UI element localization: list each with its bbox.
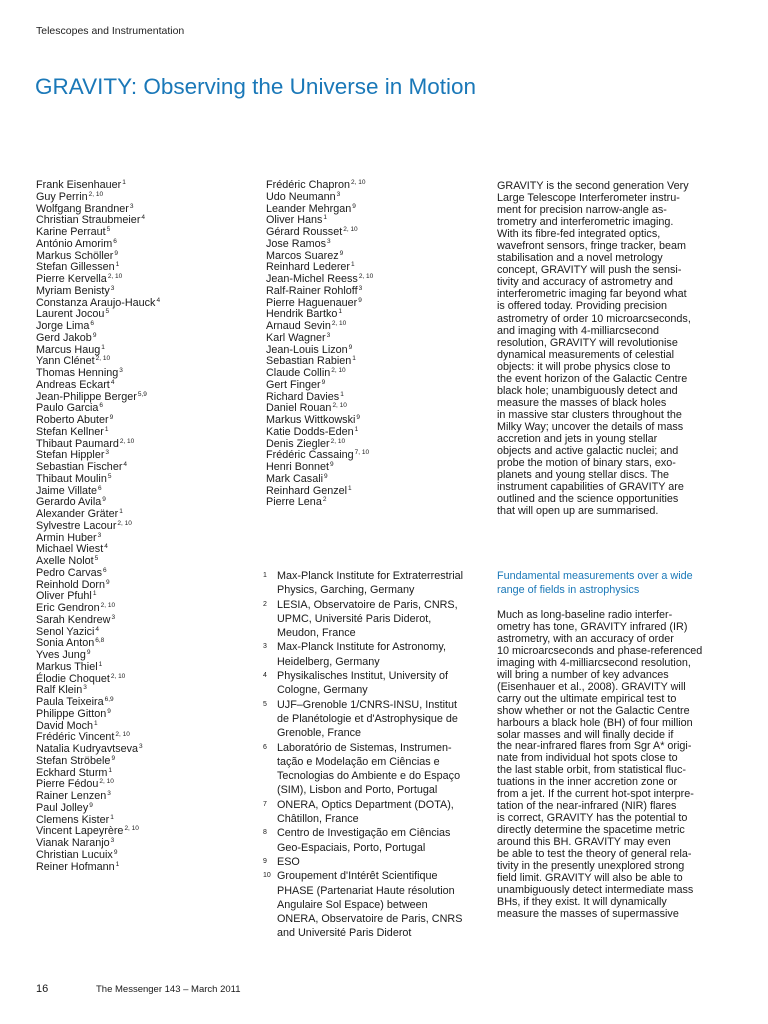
author-name: Mark Casali <box>266 472 323 485</box>
author-name: Ralf Klein <box>36 684 83 697</box>
abstract-line: With its fibre-fed integrated optics, <box>497 228 661 241</box>
affiliation-line: Geo-Espaciais, Porto, Portugal <box>277 841 426 854</box>
body-line: will bring a number of key advances <box>497 668 669 681</box>
body-line: unambiguously detect intermediate mass <box>497 883 694 896</box>
author-name: Stefan Gillessen <box>36 261 115 274</box>
body-line: field limit. GRAVITY will also be able to <box>497 871 683 884</box>
author-entry <box>266 497 476 509</box>
affiliation-marker: 3 <box>105 449 110 457</box>
affiliation-marker: 5 <box>107 472 112 480</box>
affiliation-line: UPMC, Université Paris Diderot, <box>277 612 432 625</box>
affiliation-marker: 3 <box>119 367 123 374</box>
author-name: Frédéric Vincent <box>36 731 115 744</box>
abstract-line: stabilisation and a novel metrology <box>497 252 663 265</box>
affiliation-line: LESIA, Observatoire de Paris, CNRS, <box>277 598 458 611</box>
body-line: Much as long-baseline radio interfer- <box>497 609 673 621</box>
affiliation-number: 5 <box>263 700 267 708</box>
author-name: Pierre Haguenauer <box>266 296 358 309</box>
author-name: Thibaut Moulin <box>36 472 107 485</box>
affiliation-marker: 3 <box>97 531 102 539</box>
author-name: Axelle Nolot <box>36 555 94 567</box>
abstract-line: black hole; unambiguously detect and <box>497 384 678 397</box>
affiliation-marker: 1 <box>122 179 126 186</box>
affiliation-marker: 2, 10 <box>110 672 126 680</box>
affiliation-marker: 3 <box>358 284 363 292</box>
affiliation-marker: 2, 10 <box>351 179 366 186</box>
author-name: Reinhard Genzel <box>266 484 348 497</box>
author-name: Laurent Jocou <box>36 308 105 321</box>
body-line: carry out the ultimate empirical test to <box>497 692 677 705</box>
author-name: Frédéric Cassaing <box>266 449 354 462</box>
author-name: Claude Collin <box>266 367 331 379</box>
author-name: Paulo Garcia <box>36 402 99 415</box>
affiliation-marker: 9 <box>352 202 356 210</box>
author-name: Myriam Benisty <box>36 284 110 297</box>
affiliation-marker: 9 <box>330 461 334 468</box>
author-name: Karl Wagner <box>266 331 326 344</box>
affiliation-marker: 3 <box>139 743 143 750</box>
body-line: is correct, GRAVITY has the potential to <box>497 812 688 825</box>
affiliation-marker: 2, 10 <box>331 320 347 327</box>
abstract-line: outlined and the science opportunities <box>497 493 679 506</box>
affiliation-line: Max-Planck Institute for Astronomy, <box>277 641 447 654</box>
abstract-line: objects and active galactic nuclei; and <box>497 445 679 458</box>
author-name: Stefan Ströbele <box>36 754 111 767</box>
affiliation-number: 6 <box>263 743 267 751</box>
author-name: Eric Gendron <box>36 602 100 614</box>
affiliation-line: ONERA, Observatoire de Paris, CNRS <box>277 913 463 926</box>
author-name: Andreas Eckart <box>36 378 110 391</box>
author-name: Sebastian Rabien <box>266 355 352 368</box>
abstract-line: measure the masses of black holes <box>497 396 667 409</box>
affiliation-line: and Université Paris Diderot <box>277 927 412 940</box>
author-name: Jean-Louis Lizon <box>266 343 348 356</box>
author-list-column-2 <box>266 180 476 509</box>
body-line: be able to test the theory of general rela- <box>497 848 692 861</box>
author-name: Paul Jolley <box>36 801 89 814</box>
author-name: Philippe Gitton <box>36 707 107 720</box>
affiliation-number: 8 <box>263 829 267 837</box>
affiliation-line: de Planétologie et d'Astrophysique de <box>277 712 458 725</box>
affiliation-marker: 4 <box>156 296 161 304</box>
body-line: astrometry, with an accuracy of order <box>497 632 674 645</box>
author-name: Pierre Kervella <box>36 273 107 285</box>
author-name: Jaime Villate <box>36 484 98 497</box>
affiliation-marker: 1 <box>108 766 113 774</box>
affiliation-line: (SIM), Lisbon and Porto, Portugal <box>277 784 438 797</box>
affiliation-marker: 4 <box>141 214 146 222</box>
affiliation-marker: 1 <box>110 813 114 821</box>
affiliation-number: 2 <box>263 600 267 608</box>
author-name: Pierre Fédou <box>36 778 99 791</box>
author-name: Constanza Araujo-Hauck <box>36 296 156 309</box>
affiliation-entry <box>263 698 483 741</box>
abstract-line: ment for precision narrow-angle as- <box>497 204 667 217</box>
affiliation-marker: 1 <box>340 390 344 398</box>
author-name: Marcus Haug <box>36 343 101 356</box>
affiliation-marker: 5 <box>105 308 110 316</box>
author-name: Wolfgang Brandner <box>36 202 129 215</box>
affiliation-marker: 9 <box>113 848 118 856</box>
abstract <box>497 180 715 517</box>
affiliation-entry <box>263 569 483 598</box>
author-name: Élodie Choquet <box>36 672 110 685</box>
affiliation-line: Tecnologias do Ambiente e do Espaço <box>277 770 461 783</box>
body-line: around this BH. GRAVITY may even <box>497 836 671 849</box>
body-line: ometry has tone, GRAVITY infrared (IR) <box>497 620 688 633</box>
abstract-line: GRAVITY is the second generation Very <box>497 180 689 192</box>
affiliation-marker: 9 <box>109 414 114 421</box>
author-name: Leander Mehrgan <box>266 202 352 215</box>
author-name: Gerardo Avila <box>36 496 102 509</box>
author-name: Armin Huber <box>36 531 97 544</box>
affiliation-number: 10 <box>263 872 271 880</box>
affiliation-marker: 3 <box>129 202 134 210</box>
author-name: Markus Wittkowski <box>266 414 356 426</box>
abstract-line: tivity and accuracy of astrometry and <box>497 276 673 289</box>
author-name: Jorge Lima <box>36 320 90 332</box>
affiliation-line: Centro de Investigação em Ciências <box>277 827 451 840</box>
author-name: Reinhard Lederer <box>266 261 351 274</box>
author-name: Thomas Henning <box>36 367 119 379</box>
author-name: Hendrik Bartko <box>266 308 338 321</box>
body-line: tuations in the inner accretion zone or <box>497 776 678 789</box>
author-name: Senol Yazici <box>36 625 95 638</box>
affiliation-marker: 6 <box>103 566 107 574</box>
affiliation-marker: 2, 10 <box>99 778 114 786</box>
affiliation-marker: 9 <box>339 249 344 257</box>
author-name: Markus Schöller <box>36 249 114 262</box>
author-name: Frédéric Chapron <box>266 179 351 191</box>
affiliation-marker: 6 <box>98 484 102 492</box>
affiliation-marker: 6,9 <box>104 696 114 703</box>
affiliation-marker: 2 <box>322 496 327 504</box>
affiliation-marker: 2, 10 <box>343 226 358 233</box>
abstract-line: interferometric imaging far beyond what <box>497 288 687 301</box>
author-name: Vianak Naranjo <box>36 837 110 849</box>
abstract-line: resolution, GRAVITY will revolutionise <box>497 336 678 349</box>
abstract-line: objects: it will probe physics close to <box>497 360 671 373</box>
affiliation-marker: 2, 10 <box>117 519 132 527</box>
journal-citation: The Messenger 143 – March 2011 <box>96 984 241 995</box>
author-name: Thibaut Paumard <box>36 437 119 450</box>
affiliation-marker: 3 <box>110 837 115 844</box>
affiliation-marker: 2, 10 <box>331 367 346 374</box>
affiliation-entry <box>263 741 483 798</box>
body-line: tivity in the presently unexplored strong <box>497 860 685 873</box>
author-name: Alexander Gräter <box>36 508 119 520</box>
affiliation-marker: 2, 10 <box>358 273 374 280</box>
affiliation-line: Meudon, France <box>277 627 356 640</box>
affiliation-marker: 1 <box>352 355 356 363</box>
abstract-line: is offered today. Providing precision <box>497 300 668 313</box>
affiliation-marker: 2, 10 <box>124 825 139 833</box>
affiliation-marker: 1 <box>351 261 355 269</box>
section-header: Telescopes and Instrumentation <box>36 25 185 37</box>
affiliation-marker: 9 <box>348 343 353 351</box>
abstract-line: Milky Way; uncover the details of mass <box>497 420 684 433</box>
author-name: Denis Ziegler <box>266 437 330 450</box>
author-name: Markus Thiel <box>36 660 98 673</box>
author-name: Rainer Lenzen <box>36 790 107 802</box>
affiliation-line: UJF–Grenoble 1/CNRS-INSU, Institut <box>277 698 458 711</box>
section-subheading: Fundamental measurements over a wide range of fields in astrophysics <box>497 570 693 596</box>
author-name: Frank Eisenhauer <box>36 179 122 191</box>
affiliation-marker: 9 <box>92 331 97 339</box>
affiliation-marker: 3 <box>327 237 331 245</box>
abstract-line: wavefront sensors, fringe tracker, beam <box>497 240 687 253</box>
author-name: Vincent Lapeyrère <box>36 825 124 838</box>
article-title: GRAVITY: Observing the Universe in Motion <box>35 74 477 99</box>
affiliation-line: Physikalisches Institut, University of <box>277 670 449 683</box>
affiliation-marker: 6,8 <box>95 637 105 645</box>
affiliation-entry <box>263 826 483 855</box>
abstract-line: and imaging with 4-milliarcsecond <box>497 324 660 337</box>
abstract-line: probe the motion of binary stars, exo- <box>497 457 676 470</box>
affiliation-marker: 9 <box>107 707 111 715</box>
author-name: Sonia Anton <box>36 637 95 650</box>
affiliation-marker: 1 <box>119 508 123 515</box>
affiliation-marker: 1 <box>94 719 98 727</box>
affiliation-marker: 5,9 <box>137 390 147 398</box>
affiliation-number: 9 <box>263 857 267 865</box>
affiliation-marker: 3 <box>107 790 111 797</box>
author-name: Gerd Jakob <box>36 331 92 344</box>
body-line: tation of the near-infrared (NIR) flares <box>497 800 677 813</box>
body-line: BHs, if they exist. It will dynamically <box>497 895 667 908</box>
affiliation-marker: 2, 10 <box>330 437 346 445</box>
author-name: Natalia Kudryavtseva <box>36 743 139 755</box>
affiliation-marker: 1 <box>104 425 109 433</box>
affiliation-marker: 1 <box>115 261 120 269</box>
author-name: Oliver Pfuhl <box>36 590 92 603</box>
author-name: Reiner Hofmann <box>36 860 115 873</box>
affiliation-marker: 6 <box>90 320 95 327</box>
affiliation-marker: 9 <box>89 801 93 809</box>
affiliation-entry <box>263 855 483 869</box>
affiliation-number: 7 <box>263 800 267 808</box>
affiliation-marker: 3 <box>336 190 341 198</box>
affiliation-marker: 9 <box>114 249 119 257</box>
abstract-line: that will open up are summarised. <box>497 505 659 518</box>
author-name: Henri Bonnet <box>266 461 330 473</box>
affiliation-marker: 4 <box>104 543 108 551</box>
affiliation-marker: 2, 10 <box>107 273 123 280</box>
abstract-line: the event horizon of the Galactic Centre <box>497 372 688 385</box>
affiliation-marker: 4 <box>123 461 128 468</box>
affiliation-marker: 2, 10 <box>100 602 116 609</box>
body-line: nate from individual hot spots close to <box>497 752 678 765</box>
affiliation-marker: 3 <box>83 684 87 692</box>
author-name: Roberto Abuter <box>36 414 109 426</box>
affiliation-line: Grenoble, France <box>277 727 362 740</box>
affiliation-line: Cologne, Germany <box>277 684 368 697</box>
affiliation-entry <box>263 798 483 827</box>
author-name: Gérard Rousset <box>266 226 343 238</box>
affiliation-entry <box>263 669 483 698</box>
affiliation-line: Groupement d'Intérêt Scientifique <box>277 870 438 883</box>
affiliation-marker: 9 <box>86 649 91 656</box>
author-name: Michael Wiest <box>36 543 104 556</box>
abstract-line: Large Telescope Interferometer instru- <box>497 192 680 205</box>
author-name: Arnaud Sevin <box>266 320 331 332</box>
body-line: harbours a black hole (BH) of four million <box>497 716 693 729</box>
author-name: Christian Straubmeier <box>36 214 141 227</box>
affiliation-marker: 9 <box>111 754 116 762</box>
affiliation-number: 1 <box>263 572 267 579</box>
author-name: David Moch <box>36 719 94 732</box>
abstract-line: trometry and interferometric imaging. <box>497 216 674 229</box>
author-name: Pierre Lena <box>266 496 322 509</box>
author-name: Stefan Kellner <box>36 425 104 438</box>
affiliation-marker: 2, 10 <box>88 190 104 198</box>
author-name: Udo Neumann <box>266 190 336 203</box>
affiliation-marker: 3 <box>111 613 116 621</box>
affiliation-marker: 9 <box>321 378 326 386</box>
abstract-line: accretion and jets in young stellar <box>497 432 658 445</box>
affiliation-marker: 2, 10 <box>332 402 347 410</box>
affiliation-marker: 1 <box>92 590 97 598</box>
affiliation-marker: 4 <box>95 625 100 633</box>
abstract-line: dynamical measurements of celestial <box>497 348 675 361</box>
affiliation-line: PHASE (Partenariat Haute résolution <box>277 884 455 897</box>
affiliation-marker: 3 <box>326 331 331 339</box>
author-name: Clemens Kister <box>36 813 110 826</box>
affiliation-marker: 1 <box>115 860 120 868</box>
affiliation-line: Châtillon, France <box>277 813 359 826</box>
affiliation-marker: 5 <box>106 226 111 233</box>
author-name: Ralf-Rainer Rohloff <box>266 284 358 297</box>
abstract-line: in massive star clusters throughout the <box>497 408 682 421</box>
author-entry <box>36 862 246 874</box>
affiliation-line: tação e Modelação em Ciências e <box>277 755 440 768</box>
author-name: Reinhold Dorn <box>36 578 106 591</box>
body-line: from a jet. If the current hot-spot interpre- <box>497 788 694 801</box>
affiliation-marker: 1 <box>101 343 105 351</box>
affiliation-entry <box>263 640 483 669</box>
affiliation-marker: 7, 10 <box>354 449 370 457</box>
body-line: the near-infrared flares from Sgr A* origi- <box>497 740 692 753</box>
author-name: Sarah Kendrew <box>36 613 111 626</box>
affiliation-marker: 2, 10 <box>119 437 135 445</box>
affiliation-marker: 1 <box>348 484 352 492</box>
author-name: Christian Lucuix <box>36 848 113 861</box>
author-name: Gert Finger <box>266 378 321 391</box>
affiliation-line: ESO <box>277 855 300 868</box>
affiliation-entry <box>263 869 483 940</box>
author-name: Yann Clénet <box>36 355 95 368</box>
author-name: Richard Davies <box>266 390 340 403</box>
affiliation-marker: 9 <box>324 472 328 480</box>
affiliation-line: ONERA, Optics Department (DOTA), <box>277 798 454 811</box>
affiliation-marker: 1 <box>98 660 103 668</box>
body-line: measure the masses of supermassive <box>497 907 679 920</box>
body-line: imaging with 4-milliarcsecond resolution, <box>497 656 691 669</box>
affiliation-marker: 9 <box>356 414 361 421</box>
abstract-line: instrument capabilities of GRAVITY are <box>497 481 684 494</box>
author-name: Stefan Hippler <box>36 449 105 462</box>
affiliation-marker: 6 <box>99 402 104 410</box>
affiliation-marker: 9 <box>358 296 362 304</box>
affiliation-marker: 6 <box>113 237 117 245</box>
author-name: António Amorim <box>36 237 113 250</box>
affiliation-marker: 1 <box>323 214 328 222</box>
affiliation-line: Angulaire Sol Espace) between <box>277 898 428 911</box>
author-name: Sylvestre Lacour <box>36 519 117 532</box>
author-name: Jean-Philippe Berger <box>36 390 137 403</box>
author-name: Jose Ramos <box>266 237 327 250</box>
body-line: 10 microarcseconds and phase-referenced <box>497 644 703 657</box>
affiliation-number: 3 <box>263 643 267 651</box>
body-text <box>497 610 715 921</box>
page-number: 16 <box>36 983 49 995</box>
affiliation-marker: 1 <box>354 425 359 433</box>
body-line: solar masses and will finally decide if <box>497 728 674 741</box>
author-name: Sebastian Fischer <box>36 461 123 473</box>
author-name: Paula Teixeira <box>36 696 104 708</box>
body-line: the last stable orbit, from statistical fluc- <box>497 764 687 777</box>
author-name: Eckhard Sturm <box>36 766 108 779</box>
author-name: Daniel Rouan <box>266 402 332 415</box>
author-name: Katie Dodds-Eden <box>266 425 354 438</box>
affiliation-marker: 5 <box>94 555 99 562</box>
author-name: Karine Perraut <box>36 226 106 238</box>
affiliation-marker: 2, 10 <box>95 355 111 363</box>
affiliation-marker: 9 <box>106 578 110 586</box>
affiliation-entry <box>263 598 483 641</box>
affiliation-marker: 2, 10 <box>115 731 130 739</box>
affiliation-marker: 3 <box>110 284 115 292</box>
affiliation-line: Max-Planck Institute for Extraterrestrial <box>277 570 464 582</box>
author-name: Oliver Hans <box>266 214 323 227</box>
affiliation-list <box>263 569 483 941</box>
abstract-line: astrometry of order 10 microarcseconds, <box>497 312 691 325</box>
affiliation-marker: 1 <box>338 308 343 316</box>
abstract-line: planets and young stellar discs. The <box>497 469 670 482</box>
affiliation-line: Heidelberg, Germany <box>277 655 380 668</box>
author-name: Yves Jung <box>36 649 86 661</box>
affiliation-number: 4 <box>263 672 267 680</box>
author-name: Marcos Suarez <box>266 249 339 262</box>
author-name: Jean-Michel Reess <box>266 273 358 285</box>
affiliation-marker: 9 <box>102 496 106 504</box>
author-name: Guy Perrin <box>36 190 88 203</box>
abstract-line: concept, GRAVITY will push the sensi- <box>497 264 682 277</box>
author-list-column-1 <box>36 180 246 873</box>
affiliation-line: Laboratório de Sistemas, Instrumen- <box>277 741 452 754</box>
author-name: Pedro Carvas <box>36 566 103 579</box>
body-line: (Eisenhauer et al., 2008). GRAVITY will <box>497 680 686 693</box>
body-line: show whether or not the Galactic Centre <box>497 704 690 717</box>
affiliation-marker: 4 <box>110 378 115 386</box>
affiliation-line: Physics, Garching, Germany <box>277 584 415 597</box>
body-line: directly determine the spacetime metric <box>497 824 685 837</box>
